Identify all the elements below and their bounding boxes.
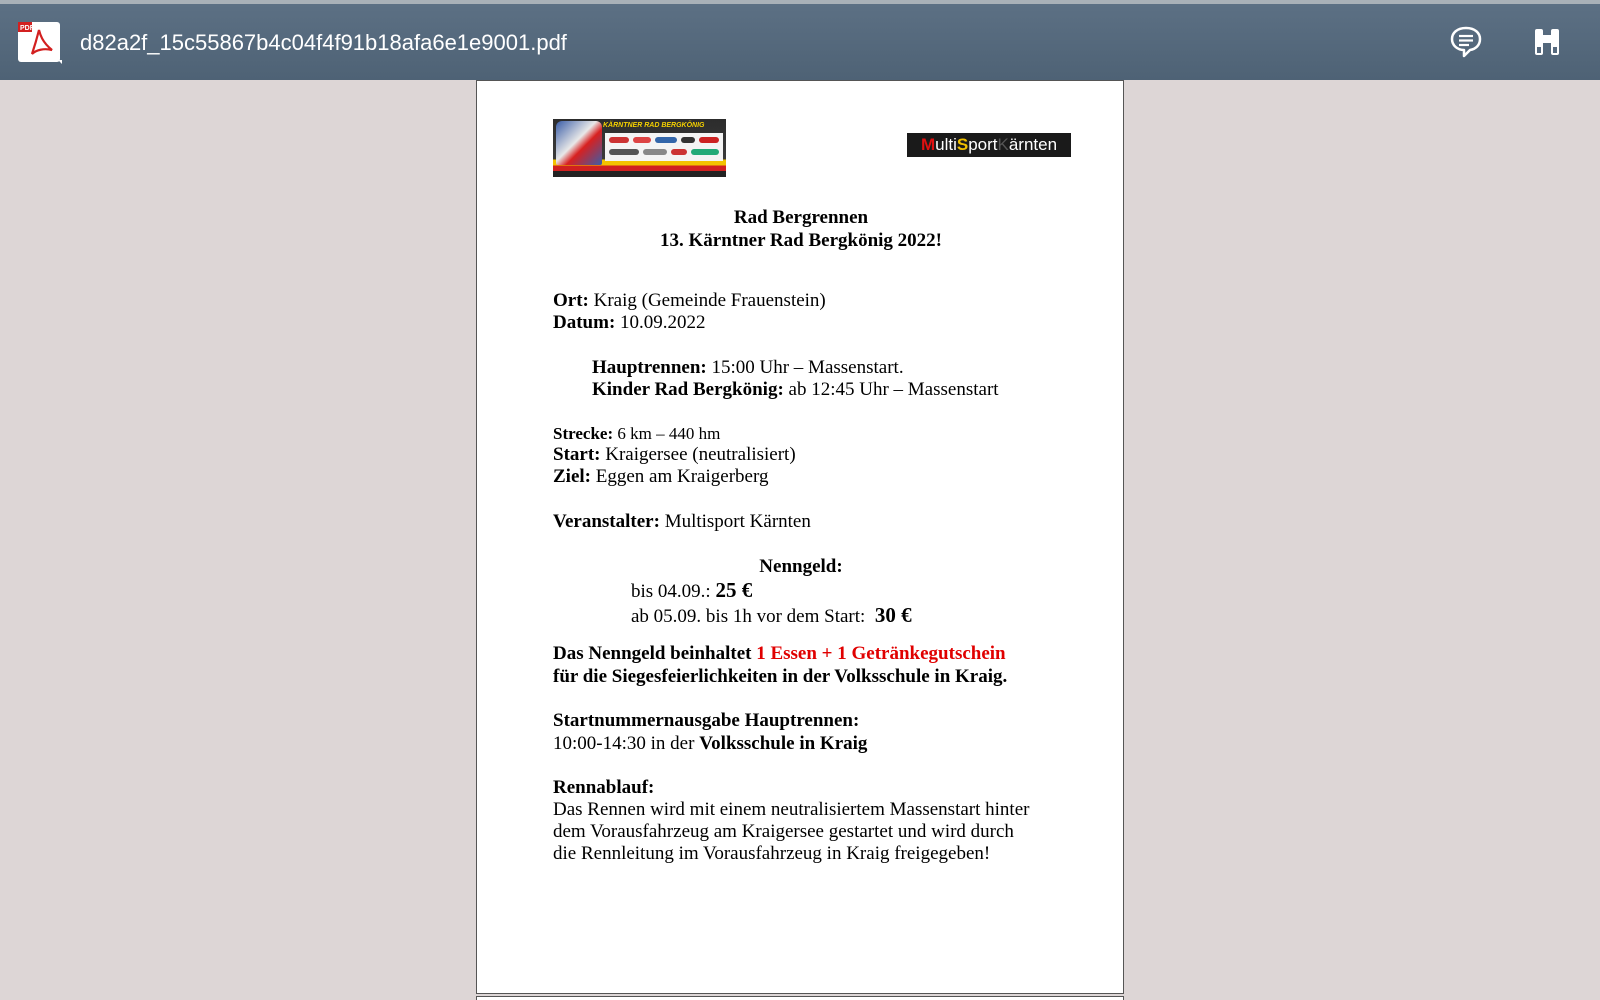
- doc-title-1: Rad Bergrennen: [733, 207, 869, 228]
- kinder-value: ab 12:45 Uhr – Massenstart: [788, 379, 999, 400]
- hauptrennen-value: 15:00 Uhr – Massenstart.: [711, 357, 904, 378]
- kinder-label: Kinder Rad Bergkönig:: [592, 379, 784, 400]
- veranstalter-line: [553, 511, 811, 533]
- ziel-label: Ziel:: [553, 466, 591, 487]
- start-line: [553, 444, 796, 466]
- startnummer-line: [553, 733, 867, 755]
- rennablauf-heading: Rennablauf:: [553, 777, 655, 798]
- hauptrennen-line: [592, 357, 904, 379]
- datum-label: Datum:: [553, 312, 616, 333]
- fee-line-1: [631, 579, 752, 603]
- logo-part-arnten: ärnten: [1008, 135, 1058, 154]
- pdf-page: [476, 80, 1124, 994]
- nenngeld-heading: Nenngeld:: [759, 556, 843, 577]
- datum-value: 10.09.2022: [620, 312, 706, 333]
- ort-value: Kraig (Gemeinde Frauenstein): [593, 290, 826, 311]
- pdf-file-icon: [18, 20, 62, 64]
- strecke-line: [553, 423, 720, 445]
- logo-letter-m: M: [920, 135, 936, 154]
- strecke-label: Strecke:: [553, 424, 614, 443]
- fee-line-2: [631, 604, 912, 628]
- logo-part-port: port: [968, 135, 998, 154]
- veranstalter-label: Veranstalter:: [553, 511, 660, 532]
- kinder-line: [592, 379, 999, 401]
- logo-letter-s: S: [956, 135, 969, 154]
- fee2-amount: 30 €: [874, 603, 912, 627]
- rennablauf-line-3: die Rennleitung im Vorausfahrzeug in Kraig freigegeben!: [553, 843, 991, 864]
- bergkoenig-logo: [553, 119, 726, 177]
- start-label: Start:: [553, 444, 601, 465]
- start-value: Kraigersee (neutralisiert): [605, 444, 796, 465]
- veranstalter-value: Multisport Kärnten: [664, 511, 811, 532]
- ziel-line: [553, 466, 768, 488]
- find-button[interactable]: [1527, 22, 1567, 62]
- next-pdf-page: [476, 996, 1124, 1000]
- comment-icon: [1449, 25, 1483, 59]
- ziel-value: Eggen am Kraigerberg: [595, 466, 769, 487]
- logo-banner-text: KÄRNTNER RAD BERGKÖNIG: [603, 122, 705, 129]
- sponsor-strip: [605, 133, 723, 161]
- inclusion-voucher: 1 Essen + 1 Getränkegutschein: [756, 643, 1006, 664]
- fee1-text: bis 04.09.:: [631, 581, 711, 602]
- fee2-text: ab 05.09. bis 1h vor dem Start:: [631, 606, 866, 627]
- logo-letter-k: K: [997, 135, 1009, 154]
- inclusion-line-1: [553, 643, 1006, 665]
- rennablauf-line-2: dem Vorausfahrzeug am Kraigersee gestartet und wird durch: [553, 821, 1014, 842]
- doc-title-2: 13. Kärntner Rad Bergkönig 2022!: [659, 230, 942, 251]
- datum-line: [553, 312, 706, 334]
- fee1-amount: 25 €: [715, 578, 753, 602]
- logo-part-ulti: ulti: [935, 135, 957, 154]
- inclusion-line-2: für die Siegesfeierlichkeiten in der Volksschule in Kraig.: [553, 666, 1008, 687]
- jersey-graphic: [556, 121, 602, 165]
- inclusion-text: Das Nenngeld beinhaltet: [553, 643, 752, 664]
- hauptrennen-label: Hauptrennen:: [592, 357, 707, 378]
- ort-line: [553, 290, 826, 312]
- strecke-value: 6 km – 440 hm: [617, 424, 721, 443]
- startnummer-heading: Startnummernausgabe Hauptrennen:: [553, 710, 860, 731]
- ort-label: Ort:: [553, 290, 589, 311]
- pdf-viewer-toolbar: [0, 4, 1600, 80]
- file-name-title: d82a2f_15c55867b4c04f4f91b18afa6e1e9001.pdf: [80, 30, 567, 55]
- multisport-kaernten-logo: [907, 133, 1071, 157]
- startnummer-location: Volksschule in Kraig: [699, 733, 868, 754]
- svg-text:PDF: PDF: [20, 25, 34, 32]
- comment-button[interactable]: [1446, 22, 1486, 62]
- startnummer-text: 10:00-14:30 in der: [553, 733, 695, 754]
- binoculars-icon: [1532, 27, 1562, 57]
- rennablauf-line-1: Das Rennen wird mit einem neutralisiertem Massenstart hinter: [553, 799, 1030, 820]
